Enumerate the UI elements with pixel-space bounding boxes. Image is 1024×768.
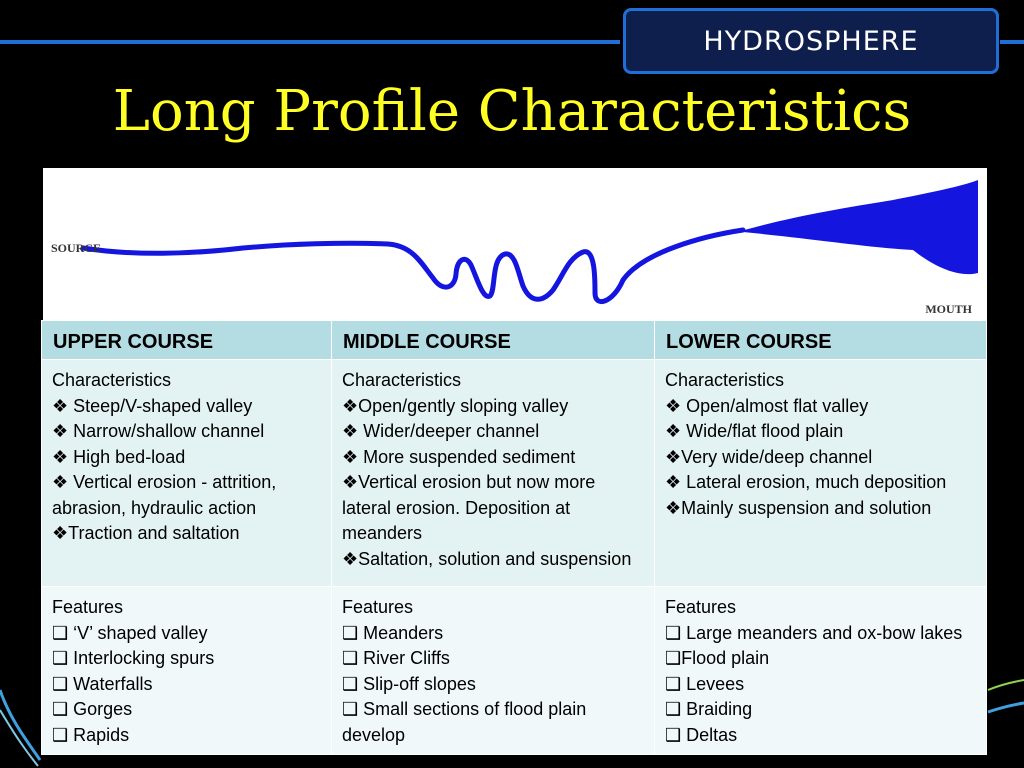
characteristics-row — [42, 360, 987, 587]
cell-line: Characteristics — [342, 370, 462, 390]
upper-features-cell — [42, 587, 332, 755]
cell-line: ❖ Lateral erosion, much deposition — [665, 472, 947, 492]
cell-line: ❑ ‘V’ shaped valley — [52, 622, 208, 643]
cell-line: Features — [52, 597, 124, 617]
cell-line: ❑ Deltas — [665, 724, 738, 745]
cell-line: ❖ Wide/flat flood plain — [665, 421, 844, 441]
cell-line: Features — [665, 597, 737, 617]
cell-line: ❑ River Cliffs — [342, 648, 450, 668]
cell-line: ❖Open/gently sloping valley — [342, 395, 569, 416]
river-long-profile-diagram — [43, 168, 987, 320]
lower-features-cell — [655, 587, 987, 755]
cell-line: ❑ Small sections of flood plain develop — [342, 699, 587, 745]
river-estuary — [731, 180, 978, 274]
features-row — [42, 587, 987, 755]
cell-line: ❖Traction and saltation — [52, 523, 240, 543]
mouth-label: MOUTH — [925, 302, 972, 316]
header-lower-course: LOWER COURSE — [655, 321, 987, 360]
cell-line: ❖Saltation, solution and suspension — [342, 548, 632, 569]
cell-line: ❖ Wider/deeper channel — [342, 421, 540, 441]
cell-line: ❖Very wide/deep channel — [665, 446, 873, 467]
cell-line: ❑ Levees — [665, 673, 745, 694]
cell-line: Features — [342, 597, 414, 617]
upper-characteristics-cell — [42, 360, 332, 587]
cell-line: ❑ Meanders — [342, 622, 444, 643]
cell-line: ❑ Large meanders and ox-bow lakes — [665, 622, 963, 643]
lower-characteristics-cell — [655, 360, 987, 587]
source-label: SOURCE — [51, 241, 102, 255]
river-course-table — [41, 320, 987, 755]
cell-line: ❖ Steep/V-shaped valley — [52, 395, 253, 416]
cell-line: ❖ More suspended sediment — [342, 446, 576, 467]
header-middle-course: MIDDLE COURSE — [332, 321, 655, 360]
cell-line: ❑Flood plain — [665, 648, 770, 668]
cell-line: ❖ High bed-load — [52, 446, 186, 467]
cell-line: ❑ Interlocking spurs — [52, 648, 215, 668]
cell-line: ❑ Braiding — [665, 699, 753, 719]
cell-line: ❑ Waterfalls — [52, 673, 153, 694]
cell-line: Characteristics — [665, 370, 785, 390]
cell-line: Characteristics — [52, 370, 172, 390]
cell-line: ❑ Gorges — [52, 699, 133, 719]
header-upper-course: UPPER COURSE — [42, 321, 332, 360]
cell-line: ❖Mainly suspension and solution — [665, 497, 932, 518]
river-illustration — [43, 168, 987, 320]
cell-line: ❖ Vertical erosion - attrition, abrasion, hydraulic action — [52, 472, 277, 518]
cell-line: ❖ Narrow/shallow channel — [52, 421, 265, 441]
cell-line: ❑ Slip-off slopes — [342, 673, 476, 694]
cell-line: ❖ Open/almost flat valley — [665, 395, 869, 416]
river-channel — [83, 230, 743, 302]
middle-characteristics-cell — [332, 360, 655, 587]
cell-line: ❖Vertical erosion but now more lateral erosion. Deposition at meanders — [342, 472, 596, 543]
slide-title: Long Profile Characteristics — [112, 79, 912, 144]
cell-line: ❑ Rapids — [52, 724, 130, 745]
section-badge: HYDROSPHERE — [623, 8, 999, 74]
middle-features-cell — [332, 587, 655, 755]
